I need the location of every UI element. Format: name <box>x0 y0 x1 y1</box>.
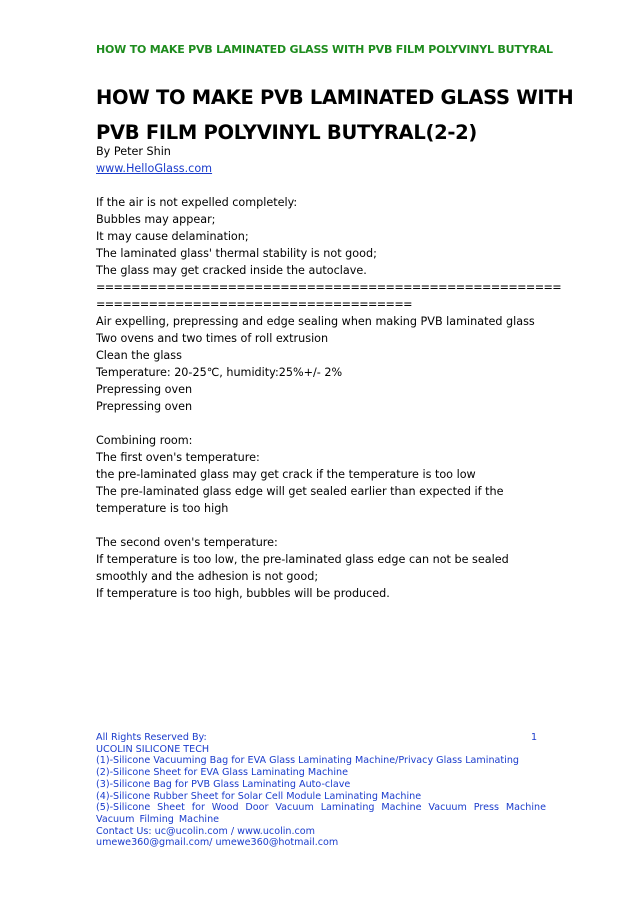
website-link[interactable]: www.HelloGlass.com <box>96 162 213 175</box>
page-footer <box>96 732 546 849</box>
second-oven-high: If temperature is too high, bubbles will be produced. <box>96 587 390 600</box>
section-line: Two ovens and two times of roll extrusion <box>96 332 329 345</box>
first-oven-low: the pre-laminated glass may get crack if the temperature is too low <box>96 468 476 481</box>
spacer <box>96 415 556 432</box>
second-oven-low: If temperature is too low, the pre-laminated glass edge can not be sealed smoothly and the adhesion is not good; <box>96 553 509 583</box>
intro-item: The laminated glass' thermal stability is not good; <box>96 247 377 260</box>
footer-product: (1)-Silicone Vacuuming Bag for EVA Glass Laminating Machine/Privacy Glass Laminating <box>96 755 519 767</box>
section-line: Prepressing oven <box>96 383 193 396</box>
title-line-2: PVB FILM POLYVINYL BUTYRAL(2-2) <box>96 121 478 144</box>
footer-rights: All Rights Reserved By: <box>96 732 207 743</box>
document-body <box>96 143 562 602</box>
intro-item: Bubbles may appear; <box>96 213 216 226</box>
spacer <box>96 517 556 534</box>
page-number: 1 <box>531 732 538 743</box>
footer-company: UCOLIN SILICONE TECH <box>96 743 210 755</box>
second-oven-heading: The second oven's temperature: <box>96 536 278 549</box>
combining-heading: Combining room: <box>96 434 193 447</box>
footer-product: (4)-Silicone Rubber Sheet for Solar Cell Module Laminating Machine <box>96 790 422 802</box>
footer-product: (5)-Silicone Sheet for Wood Door Vacuum Laminating Machine Vacuum Press Machine Vacuum Filming Machine <box>96 802 546 825</box>
section-line: Temperature: 20-25℃, humidity:25%+/- 2% <box>96 366 343 379</box>
section-line: Clean the glass <box>96 349 182 362</box>
intro-item: It may cause delamination; <box>96 230 249 243</box>
author-byline: By Peter Shin <box>96 145 171 158</box>
footer-product: (3)-Silicone Bag for PVB Glass Laminating Auto-clave <box>96 778 351 790</box>
first-oven-heading: The first oven's temperature: <box>96 451 260 464</box>
intro-heading: If the air is not expelled completely: <box>96 196 298 209</box>
footer-product: (2)-Silicone Sheet for EVA Glass Laminating Machine <box>96 767 348 779</box>
separator-line-2: ==================================== <box>96 298 412 311</box>
document-title <box>96 80 574 150</box>
first-oven-high: The pre-laminated glass edge will get sealed earlier than expected if the temperature is too high <box>96 485 504 515</box>
footer-emails[interactable]: umewe360@gmail.com/ umewe360@hotmail.com <box>96 837 339 849</box>
section-line: Prepressing oven <box>96 400 193 413</box>
section-line: Air expelling, prepressing and edge sealing when making PVB laminated glass <box>96 315 535 328</box>
title-line-1: HOW TO MAKE PVB LAMINATED GLASS WITH <box>96 86 574 109</box>
running-header: HOW TO MAKE PVB LAMINATED GLASS WITH PVB FILM POLYVINYL BUTYRAL <box>96 43 553 56</box>
intro-item: The glass may get cracked inside the autoclave. <box>96 264 367 277</box>
footer-contact[interactable]: Contact Us: uc@ucolin.com / www.ucolin.com <box>96 825 316 837</box>
separator-line-1: ===================================================== <box>96 281 562 294</box>
spacer <box>96 177 556 194</box>
